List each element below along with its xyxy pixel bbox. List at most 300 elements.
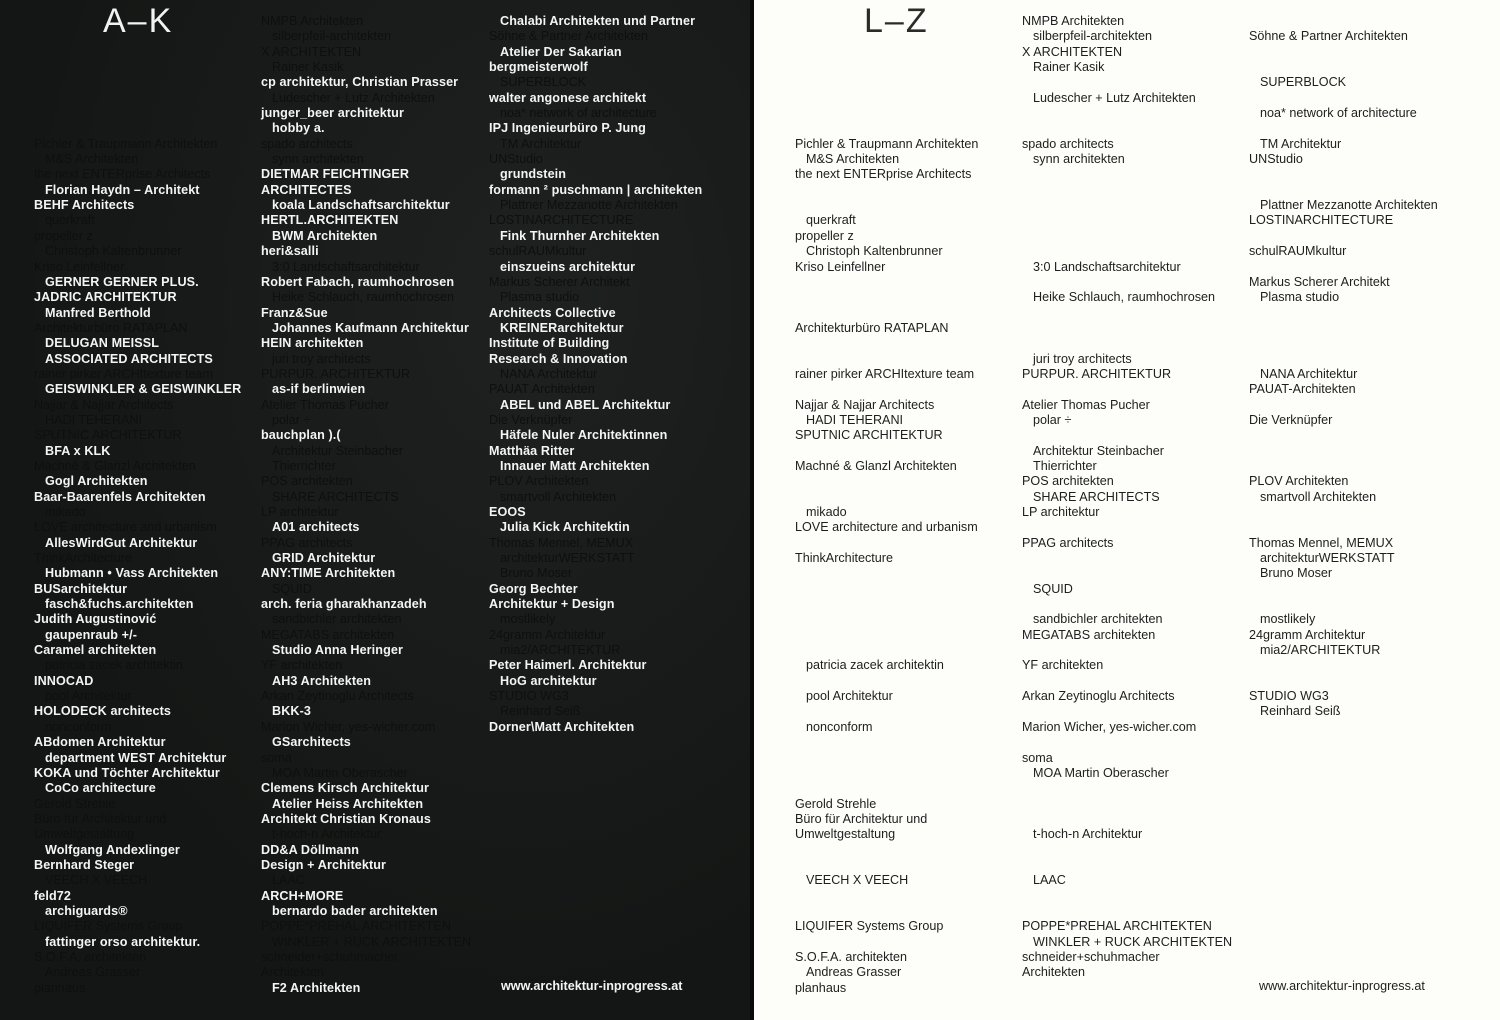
- architect-entry: Pichler & Traupmann Architekten: [795, 136, 979, 151]
- blank-line: [795, 889, 978, 904]
- left-website-link[interactable]: www.architektur-inprogress.at: [501, 979, 683, 993]
- architect-entry: bauchplan ).(: [261, 428, 341, 443]
- architect-entry: ASSOCIATED ARCHITECTS: [45, 351, 213, 366]
- blank-line: [1249, 45, 1438, 60]
- ghost-entry: architekturWERKSTATT: [500, 551, 635, 566]
- ghost-entry: TM Architektur: [500, 136, 582, 151]
- blank-line: [795, 121, 978, 136]
- architect-entry: BFA x KLK: [45, 443, 111, 458]
- blank-line: [34, 29, 241, 44]
- architect-entry: F2 Architekten: [272, 980, 361, 995]
- blank-line: [1022, 336, 1232, 351]
- architect-entry: LOVE architecture and urbanism: [795, 520, 978, 535]
- ghost-entry: HADI TEHERANI: [45, 412, 143, 427]
- ghost-entry: S.O.F.A. architekten: [34, 949, 146, 964]
- ghost-entry: Umweltgestaltung: [34, 827, 135, 842]
- architect-entry: Umweltgestaltung: [795, 827, 896, 842]
- ghost-entry: t-hoch-n Architektur: [272, 827, 382, 842]
- architect-entry: Judith Augustinović: [34, 612, 157, 627]
- blank-line: [795, 382, 978, 397]
- architect-entry: VEECH X VEECH: [806, 873, 909, 888]
- ghost-entry: Machné & Glanzl Architekten: [34, 458, 196, 473]
- ghost-entry: Architekturbüro RATAPLAN: [34, 320, 188, 335]
- blank-line: [1249, 597, 1438, 612]
- blank-line: [1249, 167, 1438, 182]
- blank-line: [795, 566, 978, 581]
- architect-entry: DD&A Döllmann: [261, 842, 360, 857]
- ghost-entry: Ludescher + Lutz Architekten: [272, 90, 435, 105]
- architect-entry: Clemens Kirsch Architektur: [261, 781, 430, 796]
- architect-entry: HOLODECK architects: [34, 704, 171, 719]
- ghost-entry: Bruno Moser: [500, 566, 573, 581]
- blank-line: [795, 444, 978, 459]
- architect-entry: MEGATABS architekten: [1022, 627, 1156, 642]
- architect-entry: Studio Anna Heringer: [272, 643, 403, 658]
- ghost-entry: mia2/ARCHITEKTUR: [500, 643, 621, 658]
- architect-entry: KOKA und Töchter Architektur: [34, 765, 220, 780]
- architect-entry: Architekten: [1022, 965, 1085, 980]
- left-column-1: [34, 14, 241, 996]
- blank-line: [1022, 306, 1232, 321]
- architect-entry: Architektur + Design: [489, 597, 615, 612]
- architect-entry: Architects Collective: [489, 305, 616, 320]
- ghost-entry: planhaus: [34, 980, 86, 995]
- ghost-entry: MEGATABS architekten: [261, 627, 395, 642]
- blank-line: [795, 14, 978, 29]
- ghost-entry: Büro für Architektur und: [34, 811, 167, 826]
- blank-line: [1022, 229, 1232, 244]
- architect-entry: Reinhard Seiß: [1260, 704, 1341, 719]
- ghost-entry: Pichler & Traupmann Architekten: [34, 136, 218, 151]
- ghost-entry: nonconform: [45, 719, 112, 734]
- right-page-heading: L–Z: [864, 2, 929, 40]
- architect-entry: Architekt Christian Kronaus: [261, 811, 431, 826]
- architect-entry: ABEL und ABEL Architektur: [500, 397, 671, 412]
- blank-line: [1022, 520, 1232, 535]
- blank-line: [1022, 428, 1232, 443]
- ghost-entry: spado architects: [261, 136, 353, 151]
- blank-line: [1249, 459, 1438, 474]
- architect-entry: MOA Martin Oberascher: [1033, 765, 1169, 780]
- architect-entry: Plasma studio: [1260, 290, 1340, 305]
- architect-entry: HERTL.ARCHITEKTEN: [261, 213, 399, 228]
- architect-entry: LIQUIFER Systems Group: [795, 919, 944, 934]
- blank-line: [1249, 428, 1438, 443]
- architect-entry: koala Landschaftsarchitektur: [272, 198, 450, 213]
- architect-entry: Hubmann • Vass Architekten: [45, 566, 219, 581]
- ghost-entry: LOSTINARCHITECTURE: [489, 213, 634, 228]
- ghost-entry: smartvoll Architekten: [500, 489, 617, 504]
- architect-entry: IPJ Ingenieurbüro P. Jung: [489, 121, 646, 136]
- architect-entry: HoG architektur: [500, 673, 597, 688]
- blank-line: [795, 290, 978, 305]
- architect-entry: DIETMAR FEICHTINGER: [261, 167, 410, 182]
- blank-line: [1022, 781, 1232, 796]
- blank-line: [1022, 797, 1232, 812]
- architect-entry: PURPUR. ARCHITEKTUR: [1022, 366, 1172, 381]
- blank-line: [34, 106, 241, 121]
- blank-line: [795, 904, 978, 919]
- blank-line: [795, 60, 978, 75]
- architect-entry: Machné & Glanzl Architekten: [795, 458, 957, 473]
- blank-line: [795, 336, 978, 351]
- ghost-entry: Najjar & Najjar Architects: [34, 397, 174, 412]
- blank-line: [1249, 658, 1438, 673]
- blank-line: [1022, 213, 1232, 228]
- architect-entry: Bruno Moser: [1260, 566, 1333, 581]
- ghost-entry: pool Architektur: [45, 689, 132, 704]
- architect-entry: WINKLER + RUCK ARCHITEKTEN: [1033, 934, 1233, 949]
- architect-entry: GRID Architektur: [272, 551, 376, 566]
- blank-line: [1249, 183, 1438, 198]
- architect-entry: patricia zacek architektin: [806, 658, 944, 673]
- architect-entry: Matthäa Ritter: [489, 443, 575, 458]
- architect-entry: ABdomen Architektur: [34, 735, 166, 750]
- architect-entry: Franz&Sue: [261, 305, 328, 320]
- architect-entry: Chalabi Architekten und Partner: [500, 14, 696, 28]
- architect-entry: hobby a.: [272, 121, 325, 136]
- architect-entry: Julia Kick Architektin: [500, 520, 630, 535]
- blank-line: [1022, 597, 1232, 612]
- blank-line: [795, 45, 978, 60]
- architect-entry: planhaus: [795, 980, 847, 995]
- architect-entry: Söhne & Partner Architekten: [1249, 29, 1408, 44]
- blank-line: [1249, 674, 1438, 689]
- ghost-entry: SHARE ARCHITECTS: [272, 489, 399, 504]
- blank-line: [1249, 505, 1438, 520]
- blank-line: [1022, 566, 1232, 581]
- architect-entry: HADI TEHERANI: [806, 412, 904, 427]
- ghost-entry: querkraft: [45, 213, 95, 228]
- architect-entry: 24gramm Architektur: [1249, 627, 1366, 642]
- architect-entry: architekturWERKSTATT: [1260, 551, 1395, 566]
- architect-entry: PPAG architects: [1022, 535, 1114, 550]
- architect-entry: Robert Fabach, raumhochrosen: [261, 274, 455, 289]
- ghost-entry: X ARCHITEKTEN: [261, 44, 362, 59]
- blank-line: [795, 597, 978, 612]
- ghost-entry: LP architektur: [261, 505, 339, 519]
- blank-line: [795, 843, 978, 858]
- architect-entry: mia2/ARCHITEKTUR: [1260, 643, 1381, 658]
- architect-entry: Architektur Steinbacher: [1033, 443, 1164, 458]
- blank-line: [1022, 674, 1232, 689]
- blank-line: [1022, 321, 1232, 336]
- left-page-heading: A–K: [103, 2, 174, 40]
- ghost-entry: MOA Martin Oberascher: [272, 765, 408, 780]
- ghost-entry: noa* network of architecture: [500, 106, 657, 121]
- ghost-entry: STUDIO WG3: [489, 689, 569, 704]
- right-website-link[interactable]: www.architektur-inprogress.at: [1259, 979, 1425, 993]
- architect-entry: SHARE ARCHITECTS: [1033, 489, 1160, 504]
- architect-entry: Rainer Kasik: [1033, 60, 1105, 75]
- ghost-entry: Plattner Mezzanotte Architekten: [500, 198, 678, 213]
- blank-line: [795, 781, 978, 796]
- ghost-entry: SUPERBLOCK: [500, 75, 587, 90]
- blank-line: [795, 643, 978, 658]
- architect-entry: Thierrichter: [1033, 458, 1097, 473]
- ghost-entry: Andreas Grasser: [45, 965, 141, 980]
- architect-entry: mikado: [806, 505, 847, 519]
- ghost-entry: POS architekten: [261, 474, 353, 489]
- architect-entry: heri&salli: [261, 244, 319, 259]
- blank-line: [1249, 520, 1438, 535]
- ghost-entry: soma: [261, 750, 292, 765]
- architect-entry: ANY:TIME Architekten: [261, 566, 396, 581]
- ghost-entry: Reinhard Seiß: [500, 704, 581, 719]
- architect-entry: Büro für Architektur und: [795, 811, 928, 826]
- blank-line: [1022, 75, 1232, 90]
- architect-entry: DELUGAN MEISSL: [45, 336, 160, 351]
- architect-entry: TM Architektur: [1260, 136, 1342, 151]
- blank-line: [34, 60, 241, 75]
- blank-line: [1022, 735, 1232, 750]
- architect-entry: propeller z: [795, 228, 854, 243]
- ghost-entry: Thomas Mennel, MEMUX: [489, 535, 634, 550]
- architect-entry: gaupenraub +/-: [45, 627, 138, 642]
- blank-line: [1249, 582, 1438, 597]
- blank-line: [34, 45, 241, 60]
- ghost-entry: NANA Architektur: [500, 366, 598, 381]
- architect-entry: SQUID: [1033, 581, 1073, 596]
- architect-entry: Häfele Nuler Architektinnen: [500, 428, 668, 443]
- architect-entry: bergmeisterwolf: [489, 60, 588, 75]
- architect-entry: grundstein: [500, 167, 567, 182]
- blank-line: [795, 275, 978, 290]
- architect-entry: JADRIC ARCHITEKTUR: [34, 290, 177, 305]
- ghost-entry: schulRAUMkultur: [489, 244, 587, 259]
- blank-line: [795, 858, 978, 873]
- blank-line: [1249, 352, 1438, 367]
- ghost-entry: propeller z: [34, 228, 93, 243]
- blank-line: [1249, 121, 1438, 136]
- blank-line: [795, 106, 978, 121]
- blank-line: [34, 75, 241, 90]
- blank-line: [795, 198, 978, 213]
- blank-line: [34, 14, 241, 29]
- ghost-entry: M&S Architekten: [45, 152, 139, 167]
- architect-entry: INNOCAD: [34, 673, 94, 688]
- ghost-entry: Gerold Strehle: [34, 796, 116, 811]
- ghost-entry: 3:0 Landschaftsarchitektur: [272, 259, 420, 274]
- architect-entry: Atelier Thomas Pucher: [1022, 397, 1150, 412]
- architect-entry: feld72: [34, 888, 71, 903]
- architect-entry: noa* network of architecture: [1260, 106, 1417, 121]
- ghost-entry: PAUAT Architekten: [489, 382, 595, 397]
- blank-line: [1249, 444, 1438, 459]
- ghost-entry: Architekten: [261, 965, 324, 980]
- architect-entry: POPPE*PREHAL ARCHITEKTEN: [1022, 919, 1212, 934]
- blank-line: [1249, 321, 1438, 336]
- ghost-entry: Markus Scherer Architekt: [489, 274, 630, 289]
- blank-line: [1022, 843, 1232, 858]
- ghost-entry: Heike Schlauch, raumhochrosen: [272, 290, 455, 305]
- ghost-entry: LIQUIFER Systems Group: [34, 919, 183, 934]
- ghost-entry: PURPUR. ARCHITEKTUR: [261, 366, 411, 381]
- architect-entry: PAUAT-Architekten: [1249, 382, 1356, 397]
- architect-entry: STUDIO WG3: [1249, 689, 1329, 704]
- ghost-entry: Architektur Steinbacher: [272, 443, 403, 458]
- ghost-entry: SQUID: [272, 581, 312, 596]
- architect-entry: Caramel architekten: [34, 643, 157, 658]
- architect-entry: t-hoch-n Architektur: [1033, 827, 1143, 842]
- architect-entry: Dorner\Matt Architekten: [489, 719, 635, 734]
- ghost-entry: mostlikely: [500, 612, 556, 627]
- blank-line: [1249, 60, 1438, 75]
- ghost-entry: SPUTNIC ARCHITEKTUR: [34, 428, 182, 443]
- architect-entry: GERNER GERNER PLUS.: [45, 274, 199, 289]
- blank-line: [1022, 167, 1232, 182]
- ghost-entry: silberpfeil-architekten: [272, 29, 391, 44]
- blank-line: [795, 612, 978, 627]
- architect-entry: querkraft: [806, 213, 856, 228]
- architect-entry: POS architekten: [1022, 474, 1114, 489]
- architect-entry: Wolfgang Andexlinger: [45, 842, 180, 857]
- architect-entry: Markus Scherer Architekt: [1249, 274, 1390, 289]
- architect-entry: Architekturbüro RATAPLAN: [795, 320, 949, 335]
- architect-entry: GEISWINKLER & GEISWINKLER: [45, 382, 242, 397]
- architect-entry: Atelier Heiss Architekten: [272, 796, 424, 811]
- blank-line: [1022, 904, 1232, 919]
- ghost-entry: YF architekten: [261, 658, 343, 673]
- architect-entry: cp architektur, Christian Prasser: [261, 75, 459, 90]
- architect-entry: pool Architektur: [806, 689, 893, 704]
- architect-entry: Kriso Leinfellner: [795, 259, 886, 274]
- architect-entry: UNStudio: [1249, 152, 1303, 167]
- ghost-entry: patricia zacek architektin: [45, 658, 183, 673]
- blank-line: [1022, 106, 1232, 121]
- ghost-entry: PPAG architects: [261, 535, 353, 550]
- architect-entry: Design + Architektur: [261, 857, 387, 872]
- architect-entry: schneider+schuhmacher: [1022, 949, 1160, 964]
- ghost-entry: ThinkArchitecture: [34, 551, 132, 566]
- architect-entry: AllesWirdGut Architektur: [45, 535, 198, 550]
- ghost-entry: LAAC: [272, 873, 305, 888]
- architect-entry: YF architekten: [1022, 658, 1104, 673]
- architect-entry: as-if berlinwien: [272, 382, 366, 397]
- ghost-entry: synn architekten: [272, 152, 364, 167]
- blank-line: [1022, 643, 1232, 658]
- architect-entry: AH3 Architekten: [272, 673, 372, 688]
- architect-entry: Thomas Mennel, MEMUX: [1249, 535, 1394, 550]
- architect-entry: synn architekten: [1033, 152, 1125, 167]
- architect-entry: Gerold Strehle: [795, 796, 877, 811]
- ghost-entry: the next ENTERprise Architects: [34, 167, 211, 182]
- architect-entry: BKK-3: [272, 704, 311, 719]
- architect-entry: A01 architects: [272, 520, 360, 535]
- blank-line: [795, 306, 978, 321]
- blank-line: [1249, 91, 1438, 106]
- architect-entry: ARCH+MORE: [261, 888, 344, 903]
- blank-line: [795, 29, 978, 44]
- architect-entry: BUSarchitektur: [34, 581, 128, 596]
- right-column-1: [795, 14, 978, 996]
- architect-entry: LOSTINARCHITECTURE: [1249, 213, 1394, 228]
- architect-entry: GSarchitects: [272, 735, 351, 750]
- architect-entry: EOOS: [489, 505, 526, 519]
- blank-line: [1249, 229, 1438, 244]
- architect-entry: arch. feria gharakhanzadeh: [261, 597, 427, 612]
- architect-entry: ARCHITECTES: [261, 182, 352, 197]
- architect-entry: Florian Haydn – Architekt: [45, 182, 200, 197]
- architect-entry: Die Verknüpfer: [1249, 412, 1333, 427]
- architect-entry: X ARCHITEKTEN: [1022, 44, 1123, 59]
- architect-entry: Baar-Baarenfels Architekten: [34, 489, 206, 504]
- blank-line: [795, 536, 978, 551]
- ghost-entry: NMPB Architekten: [261, 14, 364, 28]
- ghost-entry: Marion Wicher, yes-wicher.com: [261, 719, 436, 734]
- ghost-entry: Arkan Zeytinoglu Architects: [261, 689, 414, 704]
- architect-entry: BEHF Architects: [34, 198, 135, 213]
- blank-line: [795, 674, 978, 689]
- ghost-entry: juri troy architects: [272, 351, 371, 366]
- architect-entry: SPUTNIC ARCHITEKTUR: [795, 428, 943, 443]
- ghost-entry: LOVE architecture and urbanism: [34, 520, 217, 535]
- architect-entry: the next ENTERprise Architects: [795, 167, 972, 182]
- architect-entry: Georg Bechter: [489, 581, 578, 596]
- blank-line: [795, 628, 978, 643]
- blank-line: [1022, 858, 1232, 873]
- ghost-entry: PLOV Architekten: [489, 474, 589, 489]
- architect-entry: Marion Wicher, yes-wicher.com: [1022, 719, 1197, 734]
- blank-line: [795, 582, 978, 597]
- right-column-2: [1022, 14, 1232, 981]
- architect-entry: fasch&fuchs.architekten: [45, 597, 194, 612]
- ghost-entry: 24gramm Architektur: [489, 627, 606, 642]
- blank-line: [795, 183, 978, 198]
- blank-line: [1022, 704, 1232, 719]
- architect-entry: Institute of Building: [489, 336, 610, 351]
- architect-entry: department WEST Architektur: [45, 750, 227, 765]
- ghost-entry: Thierrichter: [272, 458, 336, 473]
- architect-entry: silberpfeil-architekten: [1033, 29, 1152, 44]
- architect-entry: nonconform: [806, 719, 873, 734]
- architect-entry: Research & Innovation: [489, 351, 628, 366]
- architect-entry: Heike Schlauch, raumhochrosen: [1033, 290, 1216, 305]
- blank-line: [795, 75, 978, 90]
- architect-entry: juri troy architects: [1033, 351, 1132, 366]
- blank-line: [34, 121, 241, 136]
- architect-entry: Bernhard Steger: [34, 857, 135, 872]
- architect-entry: SUPERBLOCK: [1260, 75, 1347, 90]
- ghost-entry: Kriso Leinfellner: [34, 259, 125, 274]
- blank-line: [795, 352, 978, 367]
- ghost-entry: Atelier Thomas Pucher: [261, 397, 389, 412]
- blank-line: [1022, 244, 1232, 259]
- architect-entry: CoCo architecture: [45, 781, 156, 796]
- architect-entry: Arkan Zeytinoglu Architects: [1022, 689, 1175, 704]
- right-column-3: [1249, 14, 1438, 720]
- architect-entry: rainer pirker ARCHItexture team: [795, 366, 975, 381]
- architect-entry: M&S Architekten: [806, 152, 900, 167]
- blank-line: [1022, 812, 1232, 827]
- ghost-entry: schneider+schuhmacher: [261, 949, 399, 964]
- blank-line: [795, 704, 978, 719]
- architect-entry: 3:0 Landschaftsarchitektur: [1033, 259, 1181, 274]
- blank-line: [795, 91, 978, 106]
- architect-entry: KREINERarchitektur: [500, 320, 624, 335]
- blank-line: [795, 474, 978, 489]
- architect-entry: LP architektur: [1022, 505, 1100, 519]
- architect-entry: Peter Haimerl. Architektur: [489, 658, 647, 673]
- blank-line: [795, 935, 978, 950]
- ghost-entry: mikado: [45, 505, 86, 519]
- architect-entry: archiguards®: [45, 903, 128, 918]
- architect-entry: einszueins architektur: [500, 259, 636, 274]
- ghost-entry: Die Verknüpfer: [489, 412, 573, 427]
- blank-line: [1022, 382, 1232, 397]
- blank-line: [1249, 306, 1438, 321]
- architect-entry: sandbichler architekten: [1033, 612, 1163, 627]
